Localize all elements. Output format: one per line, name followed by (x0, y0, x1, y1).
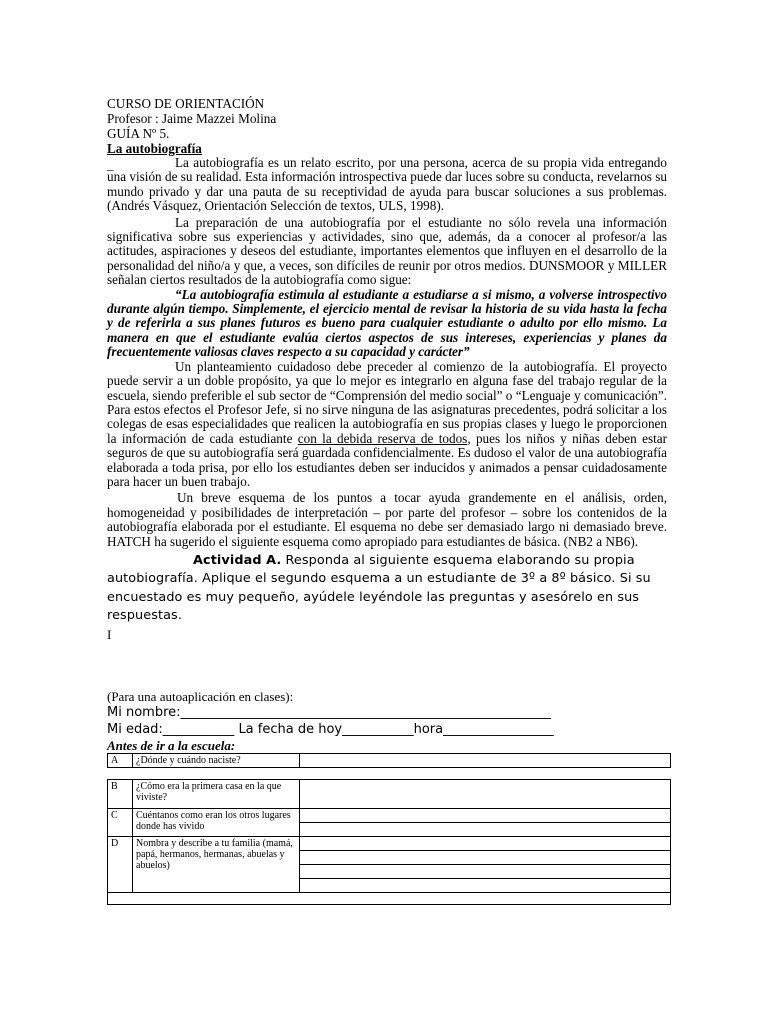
row-question: ¿Cómo era la primera casa en la que viviste? (133, 780, 300, 809)
answer-cell[interactable] (300, 754, 671, 768)
questionnaire-table (107, 753, 671, 768)
planning-text-a: Un planteamiento cuidadoso debe preceder al comienzo de la autobiografía. El proyecto puede servir a un doble propósito, ya que lo mejor es integrarlo en alguna fase del trabajo regular de la escuela, siendo preferible el sub sector de “Comprensión del medio social” o “Lenguaje y comunicación”. Para estos efectos el Profesor Jefe, si no sirve ninguna de las asignaturas precedentes, podrá solicitar a los colegas de esas especialidades que realicen la autobiografía en sus propias clases y luego le proporcionen la información de cada estudiante (107, 358, 667, 446)
row-question: Cuéntanos como eran los otros lugares donde has vivido (133, 809, 300, 837)
answer-cell[interactable] (300, 837, 671, 851)
quote-dunsmoor-miller: “La autobiografía estimula al estudiante a estudiarse a si mismo, a volverse introspectivo durante algún tiempo. Simplemente, el ejercicio mental de revisar la historia de su vida hasta la fecha y de referirla a sus planes futuros es bueno para cualquier estudiante o adulto por ello mismo. La manera en que el estudiante evalúa ciertos aspectos de sus intereses, experiencias y planes da frecuentemente valiosas claves respecto a su capacidad y carácter” (107, 286, 667, 360)
teacher-name: Profesor : Jaime Mazzei Molina (107, 111, 277, 126)
dash-mark: _ (107, 157, 114, 172)
answer-cell[interactable] (300, 809, 671, 823)
row-letter: A (108, 754, 133, 768)
table-row (108, 780, 671, 809)
answer-cell[interactable] (300, 780, 671, 809)
guide-number: GUÍA Nº 5. (107, 126, 170, 141)
document-page (107, 96, 667, 905)
table-row (108, 754, 671, 768)
age-date-field-line[interactable]: Mi edad:___________ La fecha de hoy___________hora_________________ (107, 722, 554, 738)
table-row (108, 809, 671, 823)
form-intro: (Para una autoaplicación en clases): (107, 689, 294, 705)
paragraph-intro: La autobiografía es un relato escrito, por una persona, acerca de su propia vida entregando una visión de su realidad. Esta información introspectiva puede dar luces sobre su conducta, revelarnos su mundo privado y dar una pauta de su receptividad de ayuda para buscar soluciones a sus problemas. (Andrés Vásquez, Orientación Selección de textos, ULS, 1998). (107, 155, 667, 214)
planning-underlined: con la debida reserva de todos (297, 430, 468, 446)
course-title: CURSO DE ORIENTACIÓN (107, 96, 265, 111)
row-letter: D (108, 837, 133, 893)
activity-instructions (107, 552, 667, 625)
answer-cell[interactable] (300, 851, 671, 865)
roman-numeral: I (107, 627, 112, 643)
row-letter: C (108, 809, 133, 837)
row-question: ¿Dónde y cuándo naciste? (133, 754, 300, 768)
answer-cell[interactable] (300, 879, 671, 893)
activity-text: Responda al siguiente esquema elaborando su propia autobiografía. Aplique el segundo esquema a un estudiante de 3º a 8º básico. Si su encuestado es muy pequeño, ayúdele leyéndole las preguntas y asesórelo en sus respuestas. (107, 552, 651, 623)
paragraph-preparation: La preparación de una autobiografía por el estudiante no sólo revela una información significativa sobre sus experiencias y actividades, sino que, además, da a conocer al profesor/a las actitudes, aspiraciones y deseos del estudiante, importantes elementos que influyen en el desarrollo de la personalidad del niño/a y que, a veces, son difíciles de reunir por otros medios. DUNSMOOR y MILLER señalan ciertos resultados de la autobiografía como sigue: (107, 214, 667, 288)
answer-cell[interactable] (300, 865, 671, 879)
name-field-line[interactable]: Mi nombre:_________________________________________________________ (107, 705, 552, 721)
activity-label: Actividad A. (193, 552, 282, 568)
paragraph-scheme: Un breve esquema de los puntos a tocar ayuda grandemente en el análisis, orden, homogeneidad y posibilidades de interpretación – por parte del profesor – sobre los contenidos de la autobiografía elaborada por el estudiante. El esquema no debe ser demasiado largo ni demasiado breve. HATCH ha sugerido el siguiente esquema como apropiado para estudiantes de básica. (NB2 a NB6). (107, 490, 667, 549)
table-row (108, 893, 671, 905)
table-row (108, 837, 671, 851)
answer-cell[interactable] (108, 893, 671, 905)
section-title: La autobiografía (107, 141, 202, 156)
row-letter: B (108, 780, 133, 809)
paragraph-planning (107, 360, 667, 490)
planning-text-b: , pues los niños y niñas deben estar seguros de que su autobiografía será guardada confidencialmente. Es dudoso el valor de una autobiografía elaborada a toda prisa, por ello los estudiantes deben ser inducidos y animados a pensar cuidadosamente para hacer un buen trabajo. (107, 430, 667, 489)
questionnaire-table-main (107, 779, 671, 905)
before-school-heading: Antes de ir a la escuela: (107, 738, 236, 754)
row-question: Nombra y describe a tu familia (mamá, papá, hermanos, hermanas, abuelas y abuelos) (133, 837, 300, 893)
answer-cell[interactable] (300, 823, 671, 837)
